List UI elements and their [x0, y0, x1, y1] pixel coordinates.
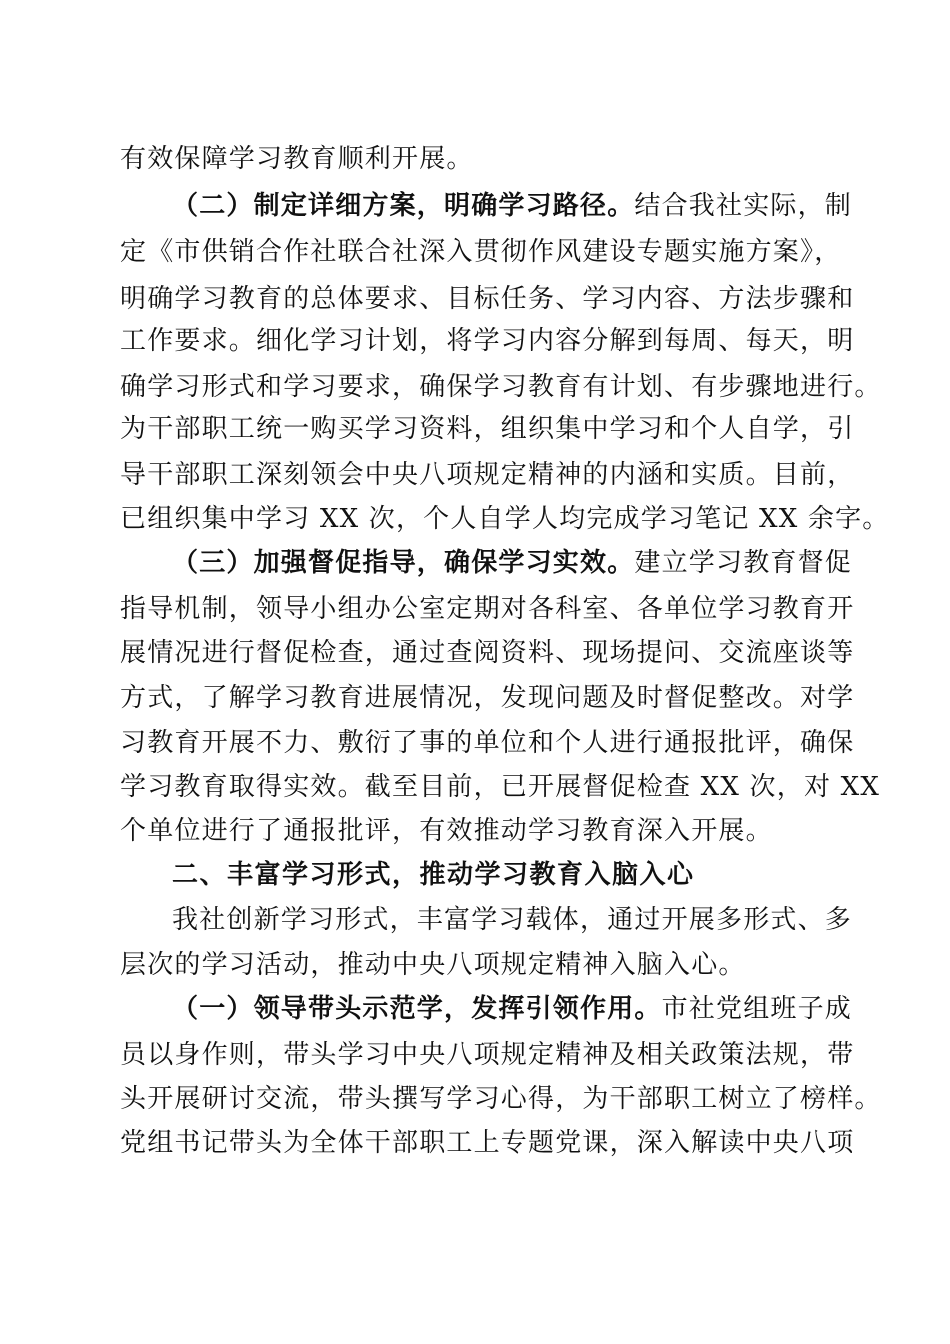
section-heading: 二、丰富学习形式，推动学习教育入脑入心 [172, 860, 695, 890]
paragraph-line: 有效保障学习教育顺利开展。 [120, 144, 474, 174]
paragraph-line: 已组织集中学习 XX 次，个人自学人均完成学习笔记 XX 余字。 [120, 504, 890, 534]
subsection-heading-line: （三）加强督促指导，确保学习实效。建立学习教育督促 [172, 548, 853, 578]
paragraph-line: 为干部职工统一购买学习资料，组织集中学习和个人自学，引 [120, 414, 855, 444]
paragraph-line: 定《市供销合作社联合社深入贯彻作风建设专题实施方案》， [120, 237, 842, 267]
paragraph-line: 个单位进行了通报批评，有效推动学习教育深入开展。 [120, 816, 773, 846]
paragraph-line: 习教育开展不力、敷衍了事的单位和个人进行通报批评，确保 [120, 728, 855, 758]
paragraph-line: 层次的学习活动，推动中央八项规定精神入脑入心。 [120, 950, 746, 980]
paragraph-line: 学习教育取得实效。截至目前，已开展督促检查 XX 次，对 XX [120, 772, 881, 802]
paragraph-line: 党组书记带头为全体干部职工上专题党课，深入解读中央八项 [120, 1128, 855, 1158]
paragraph-line: 头开展研讨交流，带头撰写学习心得，为干部职工树立了榜样。 [120, 1084, 882, 1114]
subsection-heading-1: （一）领导带头示范学，发挥引领作用。 [172, 994, 662, 1024]
paragraph-line: 确学习形式和学习要求，确保学习教育有计划、有步骤地进行。 [120, 372, 882, 402]
paragraph-line: 导干部职工深刻领会中央八项规定精神的内涵和实质。目前， [120, 460, 855, 490]
subsection-heading-line: （一）领导带头示范学，发挥引领作用。市社党组班子成 [172, 994, 853, 1024]
subsection-heading-line: （二）制定详细方案，明确学习路径。结合我社实际，制 [172, 191, 853, 221]
paragraph-line: 我社创新学习形式，丰富学习载体，通过开展多形式、多 [172, 905, 853, 935]
paragraph-line: 员以身作则，带头学习中央八项规定精神及相关政策法规，带 [120, 1040, 855, 1070]
paragraph-line: 明确学习教育的总体要求、目标任务、学习内容、方法步骤和 [120, 284, 855, 314]
subsection-heading-2: （二）制定详细方案，明确学习路径。 [172, 191, 635, 221]
paragraph-line: 方式，了解学习教育进展情况，发现问题及时督促整改。对学 [120, 683, 855, 713]
paragraph-line: 展情况进行督促检查，通过查阅资料、现场提问、交流座谈等 [120, 638, 855, 668]
paragraph-line: 工作要求。细化学习计划，将学习内容分解到每周、每天，明 [120, 326, 855, 356]
subsection-heading-3: （三）加强督促指导，确保学习实效。 [172, 548, 635, 578]
paragraph-line: 指导机制，领导小组办公室定期对各科室、各单位学习教育开 [120, 594, 855, 624]
